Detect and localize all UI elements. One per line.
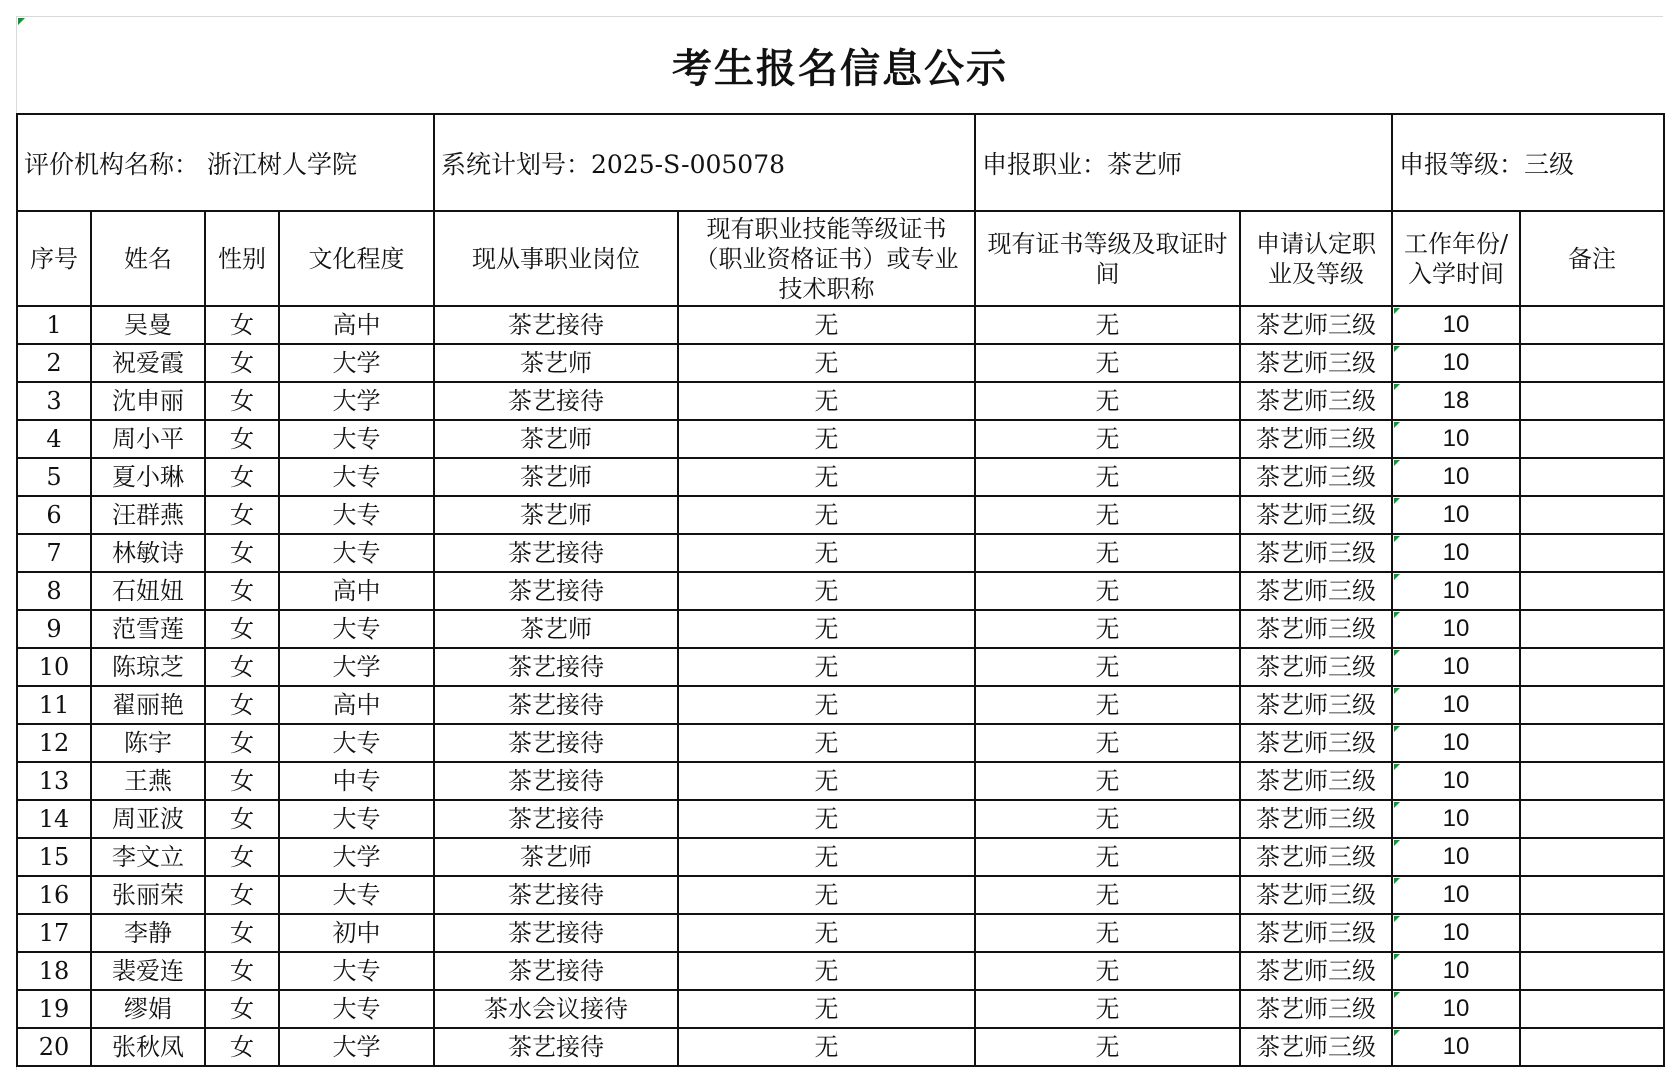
cell-post[interactable]: 茶艺接待	[434, 876, 678, 914]
cell-cert[interactable]: 无	[678, 648, 975, 686]
cell-edu[interactable]: 高中	[279, 306, 434, 344]
cell-years-value: 10	[1442, 311, 1470, 338]
header-sex[interactable]: 性别	[205, 211, 279, 306]
cell-no[interactable]: 13	[17, 762, 91, 800]
cell-sex[interactable]: 女	[205, 382, 279, 420]
cell-sex[interactable]: 女	[205, 572, 279, 610]
cell-apply[interactable]: 茶艺师三级	[1240, 990, 1392, 1028]
cell-apply[interactable]: 茶艺师三级	[1240, 952, 1392, 990]
cell-no[interactable]: 14	[17, 800, 91, 838]
cell-name[interactable]: 汪群燕	[91, 496, 205, 534]
number-as-text-indicator	[1394, 764, 1400, 770]
header-cert[interactable]: 现有职业技能等级证书（职业资格证书）或专业技术职称	[678, 211, 975, 306]
cell-cert-time[interactable]: 无	[975, 572, 1240, 610]
table-row	[17, 952, 1664, 990]
header-post[interactable]: 现从事职业岗位	[434, 211, 678, 306]
cell-no[interactable]: 15	[17, 838, 91, 876]
cell-post[interactable]: 茶艺师	[434, 838, 678, 876]
cell-edu[interactable]: 大学	[279, 382, 434, 420]
table-row	[17, 534, 1664, 572]
cell-sex[interactable]: 女	[205, 496, 279, 534]
cell-edu[interactable]: 大专	[279, 990, 434, 1028]
cell-years[interactable]	[1392, 800, 1520, 838]
cell-note[interactable]	[1520, 610, 1664, 648]
cell-no[interactable]: 7	[17, 534, 91, 572]
cell-note[interactable]	[1520, 724, 1664, 762]
cell-name[interactable]: 周亚波	[91, 800, 205, 838]
cell-post[interactable]: 茶水会议接待	[434, 990, 678, 1028]
table-row	[17, 1028, 1664, 1066]
table-row	[17, 382, 1664, 420]
cell-post[interactable]: 茶艺师	[434, 610, 678, 648]
cell-years-value: 10	[1442, 463, 1470, 490]
number-as-text-indicator	[1394, 536, 1400, 542]
cell-cert[interactable]: 无	[678, 1028, 975, 1066]
cell-cert[interactable]: 无	[678, 306, 975, 344]
cell-sex[interactable]: 女	[205, 762, 279, 800]
cell-cert-time[interactable]: 无	[975, 344, 1240, 382]
header-edu[interactable]: 文化程度	[279, 211, 434, 306]
cell-note[interactable]	[1520, 382, 1664, 420]
cell-post[interactable]: 茶艺接待	[434, 686, 678, 724]
cell-no[interactable]: 17	[17, 914, 91, 952]
cell-cert[interactable]: 无	[678, 914, 975, 952]
cell-years[interactable]	[1392, 876, 1520, 914]
cell-apply[interactable]: 茶艺师三级	[1240, 306, 1392, 344]
cell-apply[interactable]: 茶艺师三级	[1240, 610, 1392, 648]
cell-years[interactable]	[1392, 686, 1520, 724]
cell-edu[interactable]: 大学	[279, 1028, 434, 1066]
cell-years-value: 10	[1442, 615, 1470, 642]
cell-edu[interactable]: 高中	[279, 572, 434, 610]
number-as-text-indicator	[1394, 612, 1400, 618]
number-as-text-indicator	[1394, 878, 1400, 884]
number-as-text-indicator	[1394, 460, 1400, 466]
cell-years-value: 10	[1442, 349, 1470, 376]
cell-name[interactable]: 范雪莲	[91, 610, 205, 648]
number-as-text-indicator	[1394, 802, 1400, 808]
cell-sex[interactable]: 女	[205, 952, 279, 990]
cell-no[interactable]: 6	[17, 496, 91, 534]
info-row	[17, 114, 1664, 211]
cell-cert[interactable]: 无	[678, 838, 975, 876]
number-as-text-indicator	[1394, 498, 1400, 504]
cell-post[interactable]: 茶艺师	[434, 458, 678, 496]
cell-no[interactable]: 12	[17, 724, 91, 762]
cell-cert-time[interactable]: 无	[975, 458, 1240, 496]
cell-sex[interactable]: 女	[205, 990, 279, 1028]
cell-years-value: 10	[1442, 539, 1470, 566]
cell-cert[interactable]: 无	[678, 382, 975, 420]
cell-years-value: 18	[1442, 387, 1470, 414]
cell-cert[interactable]: 无	[678, 952, 975, 990]
registration-table	[16, 113, 1665, 1067]
cell-sex[interactable]: 女	[205, 914, 279, 952]
cell-note[interactable]	[1520, 1028, 1664, 1066]
table-row	[17, 876, 1664, 914]
table-row	[17, 838, 1664, 876]
cell-edu[interactable]: 初中	[279, 914, 434, 952]
cell-years[interactable]	[1392, 724, 1520, 762]
cell-post[interactable]: 茶艺接待	[434, 914, 678, 952]
cell-years[interactable]	[1392, 838, 1520, 876]
cell-years[interactable]	[1392, 420, 1520, 458]
cell-sex[interactable]: 女	[205, 344, 279, 382]
cell-cert[interactable]: 无	[678, 458, 975, 496]
cell-years[interactable]	[1392, 762, 1520, 800]
cell-edu[interactable]: 大专	[279, 876, 434, 914]
cell-name[interactable]: 吴曼	[91, 306, 205, 344]
cell-years[interactable]	[1392, 610, 1520, 648]
number-as-text-indicator	[1394, 1030, 1400, 1036]
cell-note[interactable]	[1520, 306, 1664, 344]
cell-sex[interactable]: 女	[205, 800, 279, 838]
cell-years-value: 10	[1442, 957, 1470, 984]
cell-apply[interactable]: 茶艺师三级	[1240, 876, 1392, 914]
cell-sex[interactable]: 女	[205, 610, 279, 648]
cell-name[interactable]: 沈申丽	[91, 382, 205, 420]
cell-cert-time[interactable]: 无	[975, 990, 1240, 1028]
cell-years[interactable]	[1392, 534, 1520, 572]
table-row	[17, 496, 1664, 534]
cell-name[interactable]: 陈宇	[91, 724, 205, 762]
cell-sex[interactable]: 女	[205, 306, 279, 344]
cell-apply[interactable]: 茶艺师三级	[1240, 762, 1392, 800]
cell-cert[interactable]: 无	[678, 610, 975, 648]
number-as-text-indicator	[1394, 650, 1400, 656]
cell-sex[interactable]: 女	[205, 1028, 279, 1066]
cell-cert[interactable]: 无	[678, 344, 975, 382]
cell-name[interactable]: 王燕	[91, 762, 205, 800]
table-row	[17, 648, 1664, 686]
cell-years-value: 10	[1442, 919, 1470, 946]
cell-no[interactable]: 19	[17, 990, 91, 1028]
table-row	[17, 458, 1664, 496]
table-row	[17, 762, 1664, 800]
cell-years-value: 10	[1442, 843, 1470, 870]
cell-cert[interactable]: 无	[678, 876, 975, 914]
cell-post[interactable]: 茶艺接待	[434, 306, 678, 344]
cell-cert-time[interactable]: 无	[975, 1028, 1240, 1066]
cell-post[interactable]: 茶艺师	[434, 496, 678, 534]
cell-years[interactable]	[1392, 648, 1520, 686]
cell-cert-time[interactable]: 无	[975, 952, 1240, 990]
cell-sex[interactable]: 女	[205, 420, 279, 458]
cell-cert-time[interactable]: 无	[975, 686, 1240, 724]
cell-post[interactable]: 茶艺师	[434, 420, 678, 458]
cell-no[interactable]: 18	[17, 952, 91, 990]
cell-years-value: 10	[1442, 653, 1470, 680]
cell-no[interactable]: 3	[17, 382, 91, 420]
cell-note[interactable]	[1520, 914, 1664, 952]
cell-name[interactable]: 陈琼芝	[91, 648, 205, 686]
cell-cert-time[interactable]: 无	[975, 876, 1240, 914]
cell-edu[interactable]: 大专	[279, 724, 434, 762]
table-row	[17, 306, 1664, 344]
cell-years-value: 10	[1442, 691, 1470, 718]
cell-note[interactable]	[1520, 686, 1664, 724]
org-name[interactable]: 评价机构名称： 浙江树人学院	[17, 114, 434, 211]
cell-post[interactable]: 茶艺接待	[434, 952, 678, 990]
cell-sex[interactable]: 女	[205, 724, 279, 762]
header-no[interactable]: 序号	[17, 211, 91, 306]
cell-no[interactable]: 16	[17, 876, 91, 914]
cell-sex[interactable]: 女	[205, 838, 279, 876]
cell-note[interactable]	[1520, 420, 1664, 458]
cell-apply[interactable]: 茶艺师三级	[1240, 420, 1392, 458]
cell-edu[interactable]: 大专	[279, 800, 434, 838]
page-title: 考生报名信息公示	[672, 45, 1008, 92]
cell-name[interactable]: 缪娟	[91, 990, 205, 1028]
cell-no[interactable]: 8	[17, 572, 91, 610]
cell-note[interactable]	[1520, 496, 1664, 534]
cell-post[interactable]: 茶艺接待	[434, 534, 678, 572]
header-years[interactable]: 工作年份/入学时间	[1392, 211, 1520, 306]
table-row	[17, 420, 1664, 458]
cell-post[interactable]: 茶艺接待	[434, 1028, 678, 1066]
cell-cert[interactable]: 无	[678, 420, 975, 458]
cell-apply[interactable]: 茶艺师三级	[1240, 534, 1392, 572]
cell-sex[interactable]: 女	[205, 534, 279, 572]
cell-apply[interactable]: 茶艺师三级	[1240, 724, 1392, 762]
header-apply[interactable]: 申请认定职业及等级	[1240, 211, 1392, 306]
cell-edu[interactable]: 大学	[279, 648, 434, 686]
cell-years-value: 10	[1442, 501, 1470, 528]
cell-note[interactable]	[1520, 876, 1664, 914]
header-name[interactable]: 姓名	[91, 211, 205, 306]
cell-cert[interactable]: 无	[678, 572, 975, 610]
cell-cert-time[interactable]: 无	[975, 724, 1240, 762]
cell-cert-time[interactable]: 无	[975, 648, 1240, 686]
cell-years[interactable]	[1392, 382, 1520, 420]
cell-note[interactable]	[1520, 534, 1664, 572]
number-as-text-indicator	[1394, 688, 1400, 694]
cell-years[interactable]	[1392, 952, 1520, 990]
cell-post[interactable]: 茶艺接待	[434, 648, 678, 686]
cell-cert-time[interactable]: 无	[975, 420, 1240, 458]
cell-cert-time[interactable]: 无	[975, 914, 1240, 952]
number-as-text-indicator	[1394, 840, 1400, 846]
cell-note[interactable]	[1520, 458, 1664, 496]
cell-no[interactable]: 9	[17, 610, 91, 648]
table-row	[17, 686, 1664, 724]
number-as-text-indicator	[1394, 916, 1400, 922]
cell-cert[interactable]: 无	[678, 496, 975, 534]
cell-cert-time[interactable]: 无	[975, 610, 1240, 648]
cell-no[interactable]: 5	[17, 458, 91, 496]
cell-cert[interactable]: 无	[678, 762, 975, 800]
cell-sex[interactable]: 女	[205, 458, 279, 496]
cell-years-value: 10	[1442, 805, 1470, 832]
cell-years[interactable]	[1392, 990, 1520, 1028]
number-as-text-indicator	[1394, 422, 1400, 428]
cell-sex[interactable]: 女	[205, 686, 279, 724]
level[interactable]: 申报等级：三级	[1392, 114, 1664, 211]
cell-name[interactable]: 李文立	[91, 838, 205, 876]
cell-years[interactable]	[1392, 496, 1520, 534]
cell-post[interactable]: 茶艺接待	[434, 762, 678, 800]
cell-years[interactable]	[1392, 458, 1520, 496]
cell-no[interactable]: 20	[17, 1028, 91, 1066]
cell-apply[interactable]: 茶艺师三级	[1240, 572, 1392, 610]
cell-apply[interactable]: 茶艺师三级	[1240, 1028, 1392, 1066]
cell-sex[interactable]: 女	[205, 648, 279, 686]
cell-edu[interactable]: 大专	[279, 458, 434, 496]
number-as-text-indicator	[1394, 308, 1400, 314]
cell-cert[interactable]: 无	[678, 990, 975, 1028]
cell-apply[interactable]: 茶艺师三级	[1240, 382, 1392, 420]
cell-name[interactable]: 周小平	[91, 420, 205, 458]
cell-note[interactable]	[1520, 990, 1664, 1028]
cell-cert[interactable]: 无	[678, 534, 975, 572]
cell-years-value: 10	[1442, 1033, 1470, 1060]
table-row	[17, 610, 1664, 648]
header-note[interactable]: 备注	[1520, 211, 1664, 306]
cell-cert[interactable]: 无	[678, 800, 975, 838]
cell-name[interactable]: 石妞妞	[91, 572, 205, 610]
cell-cert-time[interactable]: 无	[975, 306, 1240, 344]
cell-name[interactable]: 祝爱霞	[91, 344, 205, 382]
table-row	[17, 990, 1664, 1028]
cell-name[interactable]: 裴爱连	[91, 952, 205, 990]
cell-cert-time[interactable]: 无	[975, 534, 1240, 572]
number-as-text-indicator	[1394, 384, 1400, 390]
cell-edu[interactable]: 高中	[279, 686, 434, 724]
cell-note[interactable]	[1520, 952, 1664, 990]
cell-years-value: 10	[1442, 425, 1470, 452]
cell-name[interactable]: 林敏诗	[91, 534, 205, 572]
cell-cert-time[interactable]: 无	[975, 800, 1240, 838]
cell-note[interactable]	[1520, 648, 1664, 686]
cell-name[interactable]: 夏小琳	[91, 458, 205, 496]
table-row	[17, 914, 1664, 952]
occupation[interactable]: 申报职业：茶艺师	[975, 114, 1392, 211]
cell-apply[interactable]: 茶艺师三级	[1240, 344, 1392, 382]
cell-no[interactable]: 11	[17, 686, 91, 724]
cell-years-value: 10	[1442, 995, 1470, 1022]
cell-sex[interactable]: 女	[205, 876, 279, 914]
cell-apply[interactable]: 茶艺师三级	[1240, 648, 1392, 686]
cell-cert[interactable]: 无	[678, 724, 975, 762]
cell-note[interactable]	[1520, 838, 1664, 876]
table-row	[17, 800, 1664, 838]
cell-edu[interactable]: 大专	[279, 420, 434, 458]
cell-no[interactable]: 4	[17, 420, 91, 458]
cell-no[interactable]: 10	[17, 648, 91, 686]
cell-years-value: 10	[1442, 881, 1470, 908]
cell-years[interactable]	[1392, 306, 1520, 344]
cell-name[interactable]: 张秋凤	[91, 1028, 205, 1066]
plan-number[interactable]: 系统计划号：2025-S-005078	[434, 114, 975, 211]
number-as-text-indicator	[1394, 726, 1400, 732]
cell-apply[interactable]: 茶艺师三级	[1240, 800, 1392, 838]
cell-edu[interactable]: 大专	[279, 534, 434, 572]
cell-apply[interactable]: 茶艺师三级	[1240, 458, 1392, 496]
cell-post[interactable]: 茶艺接待	[434, 572, 678, 610]
cell-apply[interactable]: 茶艺师三级	[1240, 838, 1392, 876]
cell-years[interactable]	[1392, 344, 1520, 382]
cell-years[interactable]	[1392, 1028, 1520, 1066]
cell-apply[interactable]: 茶艺师三级	[1240, 686, 1392, 724]
cell-edu[interactable]: 大学	[279, 838, 434, 876]
cell-edu[interactable]: 大专	[279, 952, 434, 990]
table-row	[17, 724, 1664, 762]
cell-years-value: 10	[1442, 729, 1470, 756]
cell-note[interactable]	[1520, 762, 1664, 800]
cell-note[interactable]	[1520, 344, 1664, 382]
cell-cert-time[interactable]: 无	[975, 382, 1240, 420]
header-cert-time[interactable]: 现有证书等级及取证时间	[975, 211, 1240, 306]
cell-edu[interactable]: 大专	[279, 496, 434, 534]
number-as-text-indicator	[1394, 992, 1400, 998]
cell-cert-time[interactable]: 无	[975, 762, 1240, 800]
number-as-text-indicator	[1394, 954, 1400, 960]
header-row	[17, 211, 1664, 306]
cell-note[interactable]	[1520, 572, 1664, 610]
cell-edu[interactable]: 中专	[279, 762, 434, 800]
cell-years[interactable]	[1392, 914, 1520, 952]
cell-apply[interactable]: 茶艺师三级	[1240, 496, 1392, 534]
cell-years-value: 10	[1442, 577, 1470, 604]
cell-name[interactable]: 张丽荣	[91, 876, 205, 914]
cell-edu[interactable]: 大学	[279, 344, 434, 382]
cell-cert-time[interactable]: 无	[975, 496, 1240, 534]
cell-cert-time[interactable]: 无	[975, 838, 1240, 876]
cell-name[interactable]: 翟丽艳	[91, 686, 205, 724]
cell-cert[interactable]: 无	[678, 686, 975, 724]
cell-name[interactable]: 李静	[91, 914, 205, 952]
cell-years-value: 10	[1442, 767, 1470, 794]
cell-edu[interactable]: 大专	[279, 610, 434, 648]
cell-note[interactable]	[1520, 800, 1664, 838]
cell-no[interactable]: 1	[17, 306, 91, 344]
cell-post[interactable]: 茶艺接待	[434, 724, 678, 762]
table-row	[17, 572, 1664, 610]
cell-apply[interactable]: 茶艺师三级	[1240, 914, 1392, 952]
cell-years[interactable]	[1392, 572, 1520, 610]
table-row	[17, 344, 1664, 382]
number-as-text-indicator	[1394, 574, 1400, 580]
cell-post[interactable]: 茶艺接待	[434, 382, 678, 420]
cell-post[interactable]: 茶艺接待	[434, 800, 678, 838]
cell-post[interactable]: 茶艺师	[434, 344, 678, 382]
cell-no[interactable]: 2	[17, 344, 91, 382]
number-as-text-indicator	[1394, 346, 1400, 352]
